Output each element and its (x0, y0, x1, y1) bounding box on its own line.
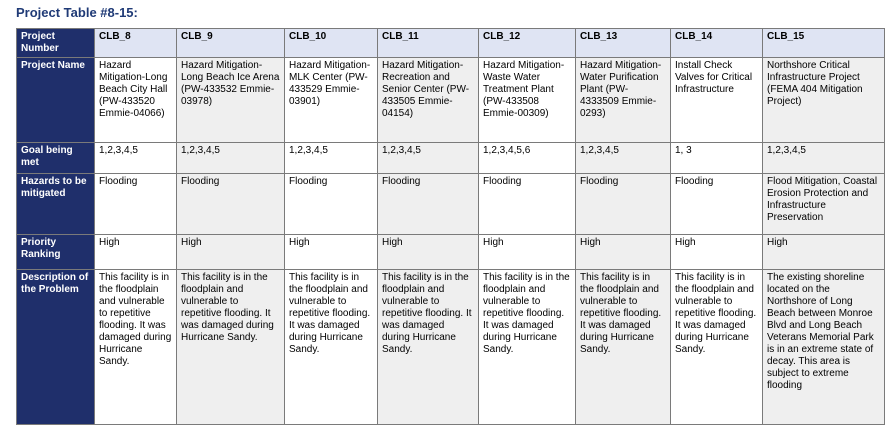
table-row-project-name (17, 58, 885, 143)
project-name-cell: Hazard Mitigation-Water Purification Plant (PW-4333509 Emmie-0293) (576, 58, 671, 143)
hazards-cell: Flooding (285, 174, 378, 235)
hazards-cell: Flooding (177, 174, 285, 235)
goal-cell: 1,2,3,4,5,6 (479, 143, 576, 174)
row-header-goal: Goal being met (17, 143, 95, 174)
row-header-priority: Priority Ranking (17, 235, 95, 270)
project-number-cell: CLB_12 (479, 29, 576, 58)
hazards-cell: Flooding (479, 174, 576, 235)
page-title: Project Table #8-15: (16, 5, 138, 20)
project-table (16, 28, 885, 425)
project-number-cell: CLB_13 (576, 29, 671, 58)
priority-cell: High (95, 235, 177, 270)
priority-cell: High (479, 235, 576, 270)
project-number-cell: CLB_9 (177, 29, 285, 58)
hazards-cell: Flooding (378, 174, 479, 235)
table-row-priority (17, 235, 885, 270)
row-header-hazards: Hazards to be mitigated (17, 174, 95, 235)
goal-cell: 1,2,3,4,5 (763, 143, 885, 174)
project-number-cell: CLB_11 (378, 29, 479, 58)
row-header-project-name: Project Name (17, 58, 95, 143)
project-name-cell: Hazard Mitigation-Waste Water Treatment Plant (PW-433508 Emmie-00309) (479, 58, 576, 143)
table-row-hazards (17, 174, 885, 235)
row-header-description: Description of the Problem (17, 270, 95, 425)
goal-cell: 1,2,3,4,5 (576, 143, 671, 174)
project-number-cell: CLB_15 (763, 29, 885, 58)
description-cell: This facility is in the floodplain and vulnerable to repetitive flooding. It was damaged during Hurricane Sandy. (285, 270, 378, 425)
hazards-cell: Flooding (95, 174, 177, 235)
project-number-cell: CLB_14 (671, 29, 763, 58)
priority-cell: High (378, 235, 479, 270)
row-header-project-number: Project Number (17, 29, 95, 58)
description-cell: This facility is in the floodplain and vulnerable to repetitive flooding. It was damaged during Hurricane Sandy. (378, 270, 479, 425)
goal-cell: 1,2,3,4,5 (285, 143, 378, 174)
goal-cell: 1,2,3,4,5 (177, 143, 285, 174)
description-cell: This facility is in the floodplain and vulnerable to repetitive flooding. It was damaged during Hurricane Sandy. (671, 270, 763, 425)
description-cell: This facility is in the floodplain and vulnerable to repetitive flooding. It was damaged during Hurricane Sandy. (95, 270, 177, 425)
project-name-cell: Northshore Critical Infrastructure Project (FEMA 404 Mitigation Project) (763, 58, 885, 143)
table-row-description (17, 270, 885, 425)
project-name-cell: Hazard Mitigation-Long Beach City Hall (PW-433520 Emmie-04066) (95, 58, 177, 143)
table-row-goal (17, 143, 885, 174)
priority-cell: High (285, 235, 378, 270)
priority-cell: High (763, 235, 885, 270)
priority-cell: High (671, 235, 763, 270)
goal-cell: 1,2,3,4,5 (95, 143, 177, 174)
project-number-cell: CLB_8 (95, 29, 177, 58)
priority-cell: High (177, 235, 285, 270)
project-name-cell: Hazard Mitigation-Recreation and Senior Center (PW-433505 Emmie-04154) (378, 58, 479, 143)
goal-cell: 1,2,3,4,5 (378, 143, 479, 174)
hazards-cell: Flood Mitigation, Coastal Erosion Protection and Infrastructure Preservation (763, 174, 885, 235)
description-cell: This facility is in the floodplain and vulnerable to repetitive flooding. It was damaged during Hurricane Sandy. (479, 270, 576, 425)
description-cell: This facility is in the floodplain and vulnerable to repetitive flooding. It was damaged during Hurricane Sandy. (576, 270, 671, 425)
table-row-project-number (17, 29, 885, 58)
goal-cell: 1, 3 (671, 143, 763, 174)
project-name-cell: Install Check Valves for Critical Infrastructure (671, 58, 763, 143)
priority-cell: High (576, 235, 671, 270)
hazards-cell: Flooding (576, 174, 671, 235)
hazards-cell: Flooding (671, 174, 763, 235)
project-name-cell: Hazard Mitigation-Long Beach Ice Arena (PW-433532 Emmie-03978) (177, 58, 285, 143)
description-cell: This facility is in the floodplain and vulnerable to repetitive flooding. It was damaged during Hurricane Sandy. (177, 270, 285, 425)
project-name-cell: Hazard Mitigation-MLK Center (PW-433529 Emmie-03901) (285, 58, 378, 143)
project-number-cell: CLB_10 (285, 29, 378, 58)
description-cell: The existing shoreline located on the Northshore of Long Beach between Monroe Blvd and Long Beach Veterans Memorial Park is in an extreme state of decay. This area is subject to extreme flooding (763, 270, 885, 425)
